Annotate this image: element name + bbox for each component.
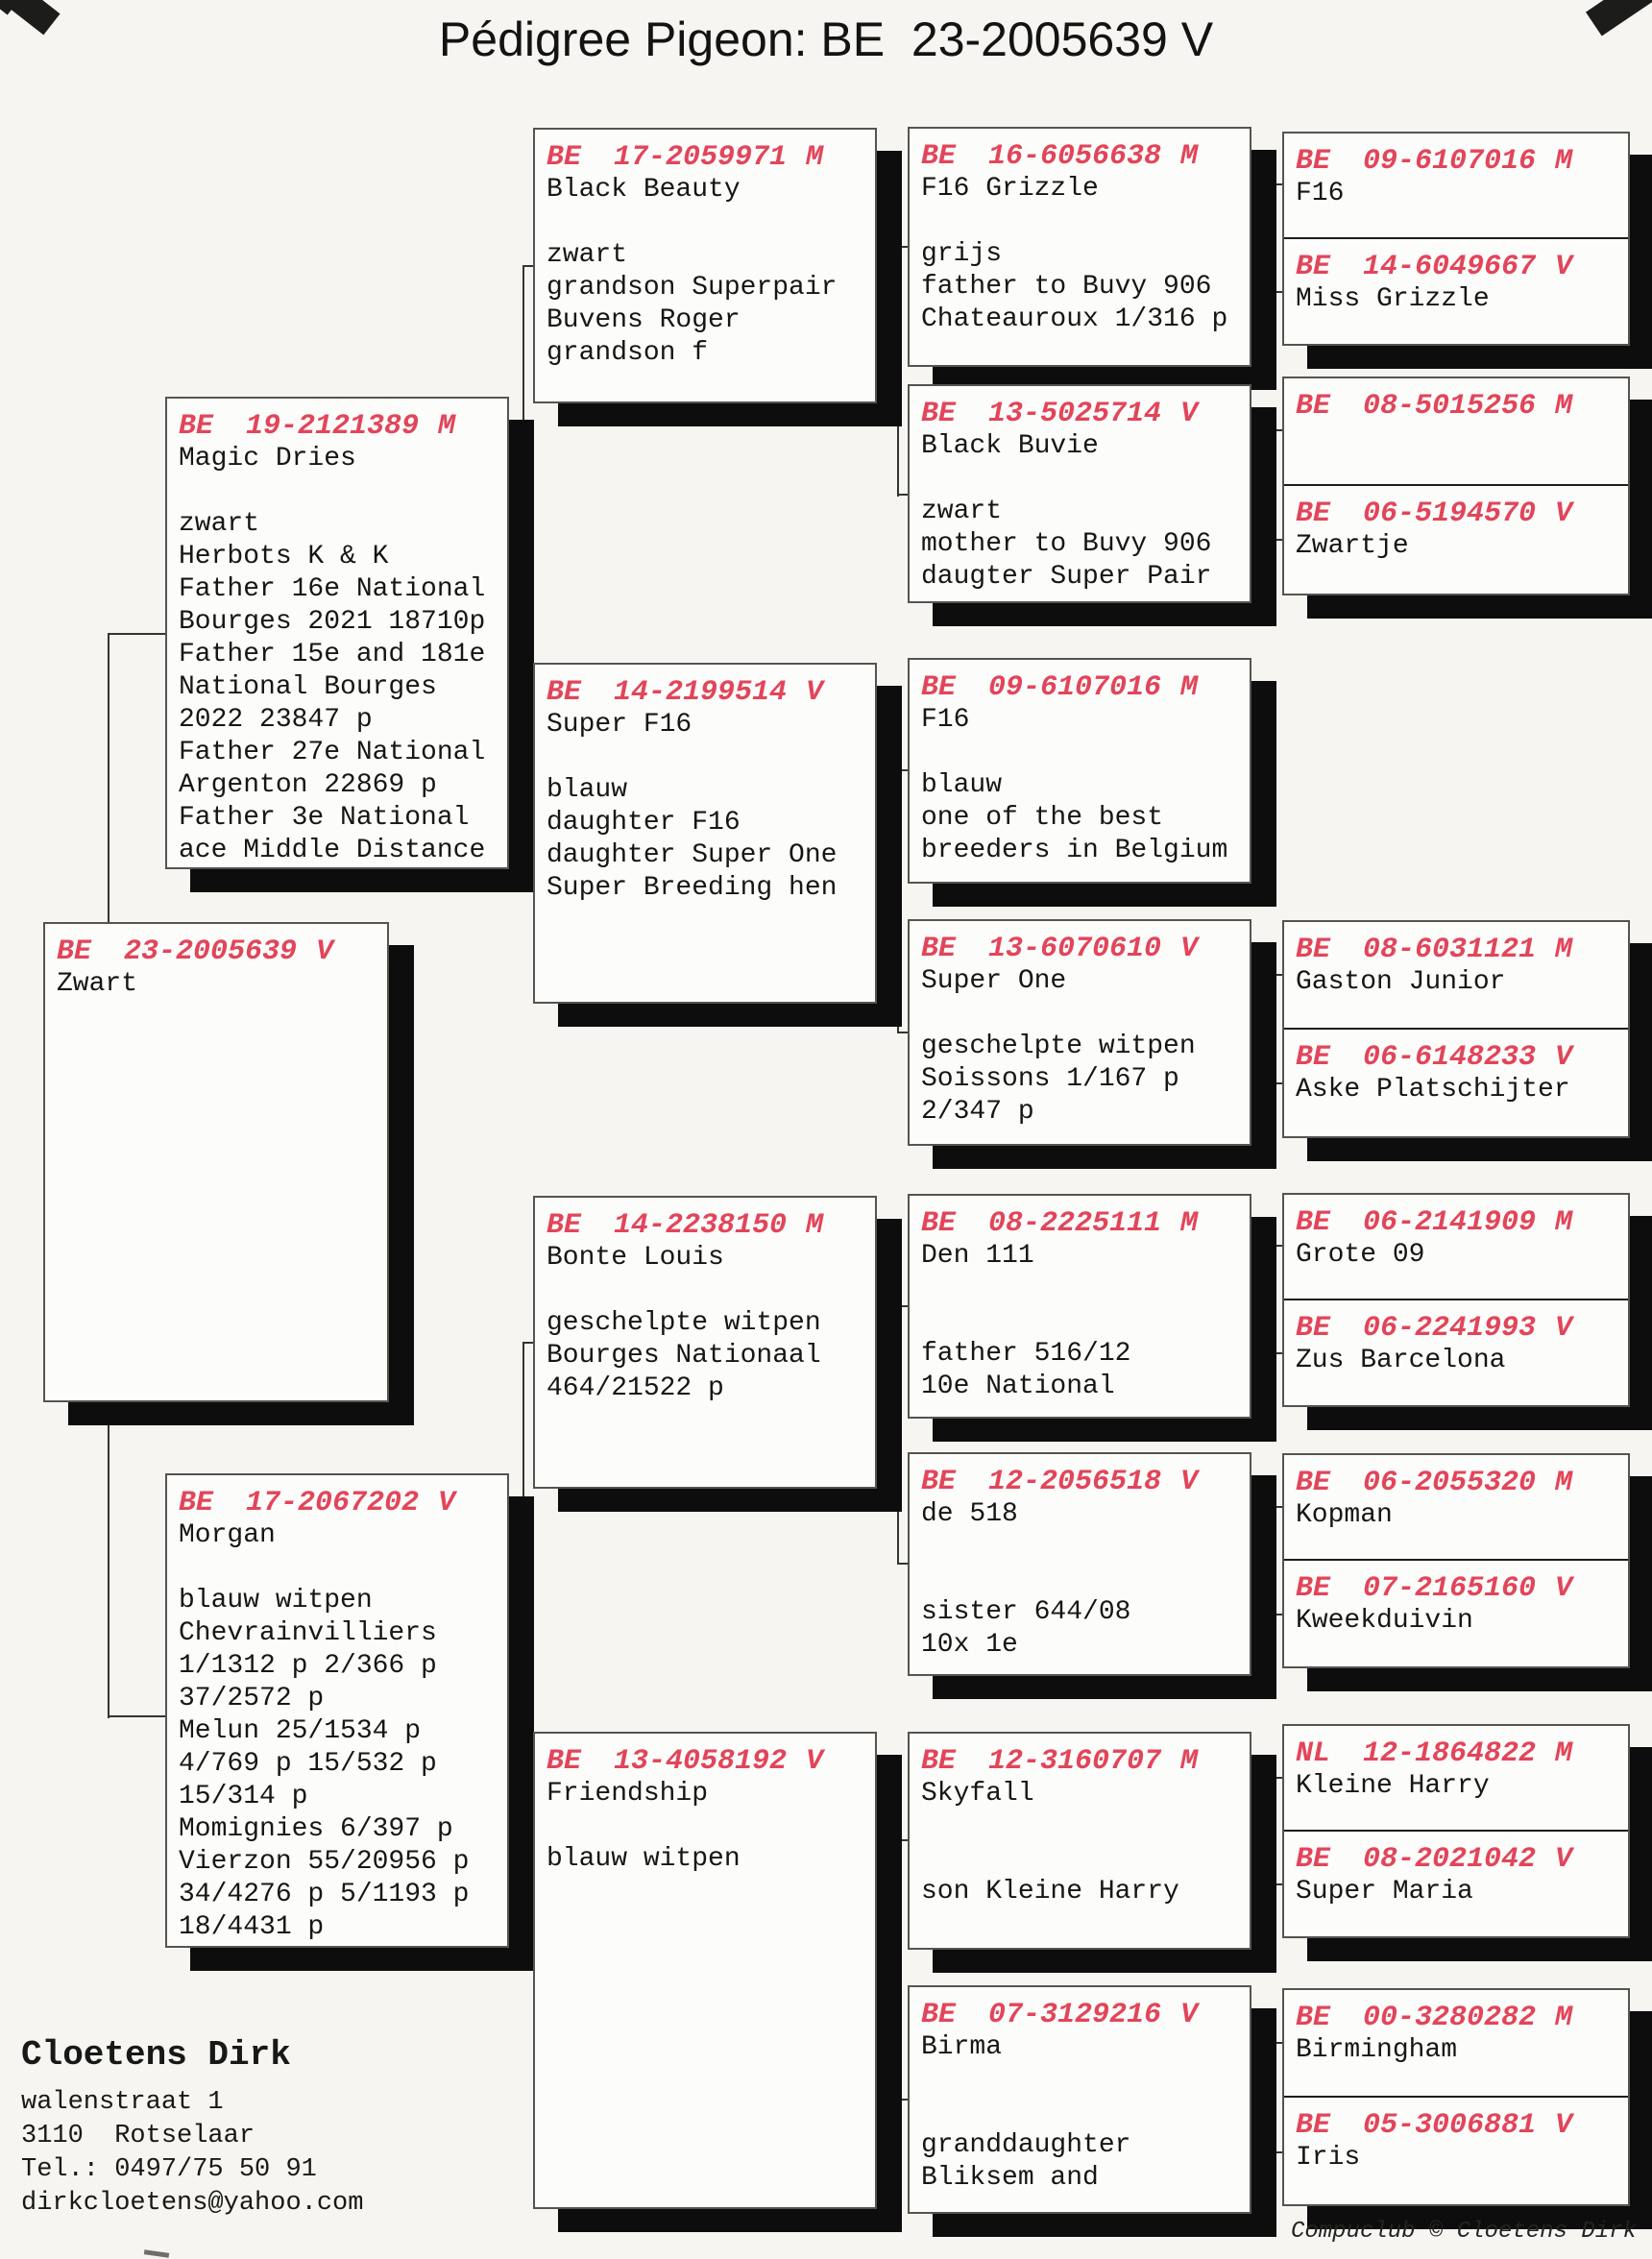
- pigeon-box-pair-zwartje-top: [1284, 378, 1628, 486]
- connector-line: [1250, 1560, 1270, 1562]
- ring-country: BE: [1296, 2002, 1331, 2034]
- pigeon-box-pair-birmingham-top: [1284, 1990, 1628, 2098]
- pigeon-detail-line: [167, 1552, 507, 1585]
- ring-country: BE: [1296, 2108, 1331, 2142]
- connector-line: [1269, 1883, 1283, 1885]
- ring-number: 00-3280282: [1363, 2002, 1537, 2034]
- ring-number: 19-2121389: [246, 410, 420, 443]
- ring-number: 12-3160707: [988, 1745, 1162, 1778]
- ring-sex: V: [806, 1745, 824, 1778]
- pigeon-box-bonte-louis: [533, 1196, 877, 1489]
- ring-sex: V: [1555, 2108, 1573, 2142]
- pigeon-box-black-buvie: [908, 384, 1251, 603]
- pigeon-detail-line: one of the best: [921, 803, 1164, 833]
- ring-number: 06-2241993: [1363, 1311, 1537, 1345]
- ring-country: BE: [1296, 1467, 1331, 1499]
- pigeon-box-pair-gaston-bottom: [1284, 1030, 1628, 1137]
- connector-line: [1269, 1245, 1283, 1247]
- ring-header: [1284, 486, 1628, 530]
- pigeon-box-pair-kleine-harry-bottom: [1284, 1832, 1628, 1937]
- connector-line: [1269, 183, 1283, 185]
- ring-header: [535, 1198, 875, 1242]
- ring-number: 09-6107016: [1363, 145, 1537, 178]
- pigeon-detail-line: zwart: [547, 240, 628, 270]
- ring-sex: M: [1180, 1745, 1199, 1778]
- pigeon-detail-line: [910, 737, 1250, 769]
- pigeon-detail-line: blauw witpen: [547, 1844, 741, 1874]
- ring-number: 08-5015256: [1363, 390, 1537, 423]
- pigeon-name: F16: [921, 705, 970, 735]
- ring-sex: M: [1555, 145, 1573, 178]
- pigeon-detail-line: [535, 206, 875, 239]
- connector-line: [1269, 974, 1283, 976]
- ring-sex: V: [1555, 1572, 1573, 1605]
- connector-line: [1250, 1299, 1270, 1300]
- pigeon-detail-line: grijs: [921, 239, 1003, 269]
- ring-number: 06-2141909: [1363, 1206, 1537, 1239]
- ring-number: 13-6070610: [988, 933, 1162, 965]
- ring-header: [910, 386, 1250, 430]
- pigeon-detail-line: Father 27e National: [179, 738, 486, 767]
- pigeon-box-pair-birmingham: [1282, 1988, 1630, 2206]
- connector-line: [1269, 291, 1283, 293]
- pigeon-name: Friendship: [547, 1779, 709, 1809]
- pigeon-name: Magic Dries: [179, 444, 356, 474]
- ring-number: 07-2165160: [1363, 1572, 1537, 1605]
- ring-header: [1284, 239, 1628, 283]
- ring-sex: V: [1555, 498, 1573, 530]
- ring-header: [1284, 1195, 1628, 1239]
- ring-number: 08-6031121: [1363, 934, 1537, 966]
- pigeon-box-pair-birmingham-bottom: [1284, 2098, 1628, 2205]
- pigeon-detail-line: 1/1312 p 2/366 p: [179, 1651, 437, 1681]
- ring-header: [1284, 2098, 1628, 2142]
- pigeon-detail-line: mother to Buvy 906: [921, 529, 1212, 559]
- pigeon-detail-line: [910, 1273, 1250, 1305]
- pigeon-name: Morgan: [179, 1520, 276, 1550]
- pigeon-name: Black Beauty: [547, 175, 741, 205]
- pigeon-box-pair-kopman-bottom: [1284, 1561, 1628, 1666]
- pigeon-name: [1284, 423, 1628, 455]
- ring-country: BE: [1296, 390, 1331, 423]
- pigeon-name: Kweekduivin: [1296, 1606, 1473, 1636]
- pigeon-box-magic-dries: [165, 397, 509, 869]
- connector-line: [875, 901, 899, 903]
- pigeon-name: F16 Grizzle: [921, 174, 1099, 204]
- ring-sex: V: [1180, 933, 1199, 965]
- ring-country: BE: [1296, 250, 1331, 283]
- ring-header: [45, 924, 387, 968]
- connector-line: [1269, 184, 1271, 294]
- connector-line: [1269, 1506, 1283, 1508]
- pigeon-detail-line: [910, 2064, 1250, 2097]
- software-credit: Compuclub © Cloetens Dirk: [1290, 2219, 1637, 2245]
- pigeon-name: F16: [1296, 179, 1345, 208]
- pigeon-box-pair-f16-bottom: [1284, 239, 1628, 345]
- breeder-name: Cloetens Dirk: [21, 2035, 291, 2075]
- pigeon-name: Miss Grizzle: [1296, 283, 1490, 314]
- connector-line: [522, 266, 524, 833]
- ring-sex: V: [1555, 1040, 1573, 1074]
- connector-line: [507, 1655, 524, 1657]
- pigeon-box-f16: [908, 658, 1251, 884]
- connector-line: [1269, 1352, 1283, 1354]
- ring-country: BE: [179, 1487, 214, 1519]
- ring-header: [1284, 1990, 1628, 2034]
- ring-number: 13-4058192: [614, 1745, 788, 1778]
- pigeon-box-pair-gaston-top: [1284, 922, 1628, 1030]
- connector-line: [108, 1400, 109, 1718]
- pigeon-detail-line: [910, 1810, 1250, 1843]
- pigeon-box-de-518: [908, 1452, 1251, 1676]
- ring-header: [1284, 1726, 1628, 1770]
- ring-sex: M: [1555, 934, 1573, 966]
- ring-number: 13-5025714: [988, 398, 1162, 430]
- ring-country: BE: [921, 1207, 957, 1240]
- pigeon-box-pair-grote-top: [1284, 1195, 1628, 1300]
- connector-line: [507, 547, 524, 549]
- pigeon-detail-line: Super Breeding hen: [547, 873, 838, 903]
- pigeon-detail-line: grandson f: [547, 338, 709, 368]
- pigeon-box-pair-zwartje: [1282, 376, 1630, 595]
- ring-country: BE: [547, 141, 582, 174]
- pigeon-detail-line: 34/4276 p 5/1193 p: [179, 1880, 470, 1909]
- pigeon-box-pair-f16-top: [1284, 134, 1628, 239]
- ring-header: [1284, 1832, 1628, 1876]
- ring-country: BE: [921, 671, 957, 704]
- pigeon-detail-line: Bourges 2021 18710p: [179, 607, 486, 637]
- ring-sex: M: [806, 141, 824, 174]
- pigeon-detail-line: Chateauroux 1/316 p: [921, 304, 1228, 334]
- ring-header: [910, 1734, 1250, 1778]
- connector-line: [108, 633, 167, 635]
- connector-line: [1269, 2151, 1283, 2153]
- connector-line: [1269, 1614, 1283, 1615]
- ring-number: 14-2199514: [614, 676, 788, 709]
- ring-number: 17-2059971: [614, 141, 788, 174]
- ring-header: [1284, 1300, 1628, 1345]
- ring-header: [535, 1734, 875, 1778]
- breeder-city-line: 3110 Rotselaar: [21, 2122, 255, 2150]
- pigeon-detail-line: [910, 1305, 1250, 1338]
- ring-country: BE: [1296, 1311, 1331, 1345]
- connector-line: [1269, 430, 1271, 542]
- pigeon-name: Bonte Louis: [547, 1243, 724, 1273]
- pigeon-detail-line: geschelpte witpen: [921, 1032, 1196, 1061]
- ring-number: 17-2067202: [246, 1487, 420, 1519]
- pigeon-detail-line: Buvens Roger: [547, 305, 741, 335]
- pigeon-detail-line: Soissons 1/167 p: [921, 1064, 1179, 1094]
- pigeon-name: de 518: [921, 1499, 1018, 1529]
- pigeon-detail-line: breeders in Belgium: [921, 836, 1228, 865]
- pigeon-name: Birma: [921, 2032, 1003, 2062]
- ring-country: BE: [179, 410, 214, 443]
- connector-line: [1269, 1246, 1271, 1355]
- ring-header: [535, 130, 875, 174]
- ring-country: BE: [547, 1745, 582, 1778]
- ring-number: 06-5194570: [1363, 498, 1537, 530]
- ring-header: [910, 129, 1250, 173]
- pigeon-name: Kleine Harry: [1296, 1771, 1490, 1801]
- ring-header: [1284, 1030, 1628, 1074]
- ring-header: [535, 665, 875, 709]
- pigeon-name: Gaston Junior: [1296, 967, 1506, 997]
- ring-header: [910, 1987, 1250, 2031]
- breeder-contact: [21, 2034, 363, 2221]
- ring-header: [1284, 378, 1628, 423]
- ring-sex: M: [1555, 1206, 1573, 1239]
- ring-number: 07-3129216: [988, 1999, 1162, 2031]
- ring-country: BE: [921, 140, 957, 173]
- ring-number: 23-2005639: [124, 935, 298, 968]
- pigeon-detail-line: [910, 1843, 1250, 1876]
- pigeon-detail-line: Father 15e and 181e: [179, 640, 486, 669]
- pigeon-box-skyfall: [908, 1732, 1251, 1950]
- pigeon-detail-line: zwart: [179, 509, 260, 539]
- ring-number: 16-6056638: [988, 140, 1162, 173]
- pigeon-detail-line: 37/2572 p: [179, 1684, 325, 1713]
- ring-number: 14-2238150: [614, 1209, 788, 1242]
- ring-country: BE: [1296, 1842, 1331, 1876]
- ring-header: [910, 921, 1250, 965]
- pigeon-detail-line: Chevrainvilliers: [179, 1618, 437, 1648]
- connector-line: [1269, 1777, 1283, 1779]
- pigeon-detail-line: granddaughter: [921, 2130, 1131, 2160]
- pigeon-detail-line: 18/4431 p: [179, 1912, 325, 1942]
- ring-sex: V: [806, 676, 824, 709]
- ring-country: BE: [921, 933, 957, 965]
- pigeon-box-subject: [43, 922, 389, 1402]
- ring-sex: M: [1555, 1467, 1573, 1499]
- connector-line: [108, 1715, 167, 1717]
- pigeon-detail-line: Vierzon 55/20956 p: [179, 1847, 470, 1877]
- pigeon-box-friendship: [533, 1732, 877, 2209]
- ring-number: 12-2056518: [988, 1466, 1162, 1498]
- pigeon-name: Kopman: [1296, 1500, 1393, 1530]
- ring-header: [167, 399, 507, 443]
- pigeon-detail-line: ace Middle Distance: [179, 836, 486, 865]
- pigeon-name: Super One: [921, 966, 1067, 996]
- pigeon-box-morgan: [165, 1473, 509, 1948]
- pigeon-name: Zus Barcelona: [1296, 1345, 1506, 1375]
- pigeon-box-super-one: [908, 919, 1251, 1146]
- pigeon-detail-line: 464/21522 p: [547, 1373, 724, 1403]
- page-title: Pédigree Pigeon: BE 23-2005639 V: [438, 12, 1214, 66]
- connector-line: [875, 1434, 899, 1436]
- ring-header: [1284, 1561, 1628, 1605]
- ring-header: [1284, 1455, 1628, 1499]
- pigeon-name: Super Maria: [1296, 1876, 1473, 1907]
- ring-sex: M: [1555, 1737, 1573, 1770]
- pigeon-detail-line: Argenton 22869 p: [179, 770, 437, 800]
- pigeon-name: Iris: [1296, 2142, 1361, 2173]
- pigeon-box-pair-gaston: [1282, 920, 1630, 1138]
- pigeon-box-pair-kopman: [1282, 1453, 1630, 1668]
- pigeon-detail-line: National Bourges: [179, 672, 437, 702]
- ring-sex: M: [1180, 1207, 1199, 1240]
- connector-line: [1269, 1507, 1271, 1616]
- pigeon-name: Zwartje: [1296, 531, 1409, 561]
- pigeon-detail-line: 10e National: [921, 1372, 1115, 1401]
- pigeon-detail-line: 2/347 p: [921, 1097, 1034, 1127]
- ring-header: [1284, 922, 1628, 966]
- pigeon-detail-line: blauw witpen: [179, 1586, 373, 1615]
- ring-sex: V: [438, 1487, 456, 1519]
- breeder-email-line: dirkcloetens@yahoo.com: [21, 2189, 364, 2218]
- pigeon-name: Birmingham: [1296, 2035, 1458, 2065]
- pigeon-name: Black Buvie: [921, 431, 1099, 461]
- ring-header: [910, 1454, 1250, 1498]
- ring-country: BE: [547, 1209, 582, 1242]
- pigeon-detail-line: blauw: [921, 770, 1003, 800]
- ring-sex: M: [438, 410, 456, 443]
- pigeon-detail-line: sister 644/08: [921, 1597, 1131, 1627]
- pigeon-name: Aske Platschijter: [1296, 1074, 1570, 1105]
- breeder-phone-line: Tel.: 0497/75 50 91: [21, 2155, 317, 2184]
- pigeon-detail-line: [535, 741, 875, 774]
- ring-header: [1284, 134, 1628, 178]
- ring-sex: V: [1555, 1842, 1573, 1876]
- pigeon-detail-line: [167, 475, 507, 508]
- pigeon-detail-line: 2022 23847 p: [179, 705, 373, 735]
- pigeon-detail-line: father to Buvy 906: [921, 272, 1212, 302]
- pigeon-detail-line: Bourges Nationaal: [547, 1341, 821, 1371]
- pigeon-detail-line: 15/314 p: [179, 1782, 308, 1811]
- pigeon-name: Zwart: [57, 969, 138, 999]
- ring-header: [167, 1475, 507, 1519]
- pigeon-box-f16-grizzle: [908, 127, 1251, 367]
- ring-country: BE: [1296, 934, 1331, 966]
- connector-line: [1250, 484, 1270, 486]
- pigeon-detail-line: Father 3e National: [179, 803, 470, 833]
- pigeon-detail-line: 4/769 p 15/532 p: [179, 1749, 437, 1779]
- pigeon-box-birma: [908, 1985, 1251, 2214]
- pigeon-detail-line: [910, 463, 1250, 496]
- connector-line: [1269, 539, 1283, 541]
- pigeon-name: Den 111: [921, 1241, 1034, 1271]
- ring-number: 05-3006881: [1363, 2108, 1537, 2142]
- ring-sex: M: [1180, 671, 1199, 704]
- ring-country: BE: [921, 1466, 957, 1498]
- ring-header: [910, 1196, 1250, 1240]
- pigeon-detail-line: father 516/12: [921, 1339, 1131, 1369]
- ring-sex: M: [806, 1209, 824, 1242]
- ring-sex: M: [1555, 2002, 1573, 2034]
- ring-number: 12-1864822: [1363, 1737, 1537, 1770]
- ring-country: BE: [1296, 498, 1331, 530]
- pigeon-detail-line: [535, 1275, 875, 1307]
- connector-line: [1269, 1082, 1283, 1084]
- pigeon-detail-line: 10x 1e: [921, 1630, 1018, 1660]
- pigeon-detail-line: [910, 206, 1250, 238]
- pigeon-detail-line: daughter Super One: [547, 840, 838, 870]
- pigeon-detail-line: Momignies 6/397 p: [179, 1814, 453, 1844]
- pigeon-box-pair-kleine-harry-top: [1284, 1726, 1628, 1832]
- connector-line: [1250, 237, 1270, 239]
- pigeon-box-den-111: [908, 1194, 1251, 1419]
- ring-country: NL: [1296, 1737, 1331, 1770]
- pigeon-detail-line: zwart: [921, 497, 1003, 526]
- connector-line: [108, 634, 109, 924]
- connector-line: [897, 247, 899, 497]
- ring-number: 14-6049667: [1363, 250, 1537, 283]
- pigeon-detail-line: Melun 25/1534 p: [179, 1716, 422, 1746]
- connector-line: [1250, 2098, 1270, 2100]
- ring-country: BE: [1296, 1206, 1331, 1239]
- ring-country: BE: [921, 1745, 957, 1778]
- ring-sex: M: [1555, 390, 1573, 423]
- pigeon-detail-line: Herbots K & K: [179, 542, 389, 571]
- pigeon-box-pair-kopman-top: [1284, 1455, 1628, 1561]
- ring-number: 09-6107016: [988, 671, 1162, 704]
- pigeon-name: Super F16: [547, 710, 692, 740]
- ring-country: BE: [921, 398, 957, 430]
- connector-line: [1269, 2042, 1283, 2044]
- ring-header: [910, 660, 1250, 704]
- ring-sex: V: [1180, 1466, 1199, 1498]
- ring-sex: V: [316, 935, 334, 968]
- pigeon-detail-line: son Kleine Harry: [921, 1877, 1179, 1907]
- pigeon-detail-line: [910, 2097, 1250, 2129]
- pigeon-detail-line: daugter Super Pair: [921, 562, 1212, 592]
- breeder-address-line: walenstraat 1: [21, 2088, 224, 2117]
- pigeon-box-super-f16: [533, 663, 877, 1004]
- connector-line: [1269, 429, 1283, 431]
- ring-number: 06-6148233: [1363, 1040, 1537, 1074]
- connector-line: [875, 370, 899, 372]
- ring-country: BE: [57, 935, 92, 968]
- connector-line: [1250, 1831, 1270, 1833]
- pigeon-detail-line: [910, 1531, 1250, 1564]
- ring-country: BE: [1296, 145, 1331, 178]
- pigeon-detail-line: [910, 998, 1250, 1031]
- ring-number: 06-2055320: [1363, 1467, 1537, 1499]
- ring-number: 08-2225111: [988, 1207, 1162, 1240]
- ring-country: BE: [547, 676, 582, 709]
- pigeon-detail-line: daughter F16: [547, 808, 741, 838]
- pigeon-detail-line: Bliksem and: [921, 2163, 1099, 2193]
- ring-sex: V: [1555, 1311, 1573, 1345]
- pigeon-box-pair-zwartje-bottom: [1284, 486, 1628, 594]
- pigeon-name: Grote 09: [1296, 1240, 1425, 1270]
- ring-country: BE: [921, 1999, 957, 2031]
- pigeon-name: Skyfall: [921, 1779, 1034, 1809]
- connector-line: [1250, 1029, 1270, 1031]
- pigeon-box-pair-grote: [1282, 1193, 1630, 1407]
- ring-sex: V: [1180, 1999, 1199, 2031]
- ring-country: BE: [1296, 1572, 1331, 1605]
- pigeon-detail-line: blauw: [547, 775, 628, 805]
- pigeon-detail-line: [535, 1810, 875, 1843]
- connector-line: [875, 1969, 899, 1971]
- pigeon-detail-line: Father 16e National: [179, 574, 486, 604]
- pigeon-box-pair-grote-bottom: [1284, 1300, 1628, 1406]
- pigeon-box-black-beauty: [533, 128, 877, 403]
- pigeon-detail-line: [910, 1564, 1250, 1596]
- ring-number: 08-2021042: [1363, 1842, 1537, 1876]
- ring-sex: V: [1555, 250, 1573, 283]
- pigeon-box-pair-f16: [1282, 132, 1630, 346]
- ring-sex: M: [1180, 140, 1199, 173]
- ring-sex: V: [1180, 398, 1199, 430]
- pigeon-detail-line: grandson Superpair: [547, 273, 838, 303]
- pigeon-detail-line: geschelpte witpen: [547, 1308, 821, 1338]
- pigeon-box-pair-kleine-harry: [1282, 1724, 1630, 1938]
- ring-country: BE: [1296, 1040, 1331, 1074]
